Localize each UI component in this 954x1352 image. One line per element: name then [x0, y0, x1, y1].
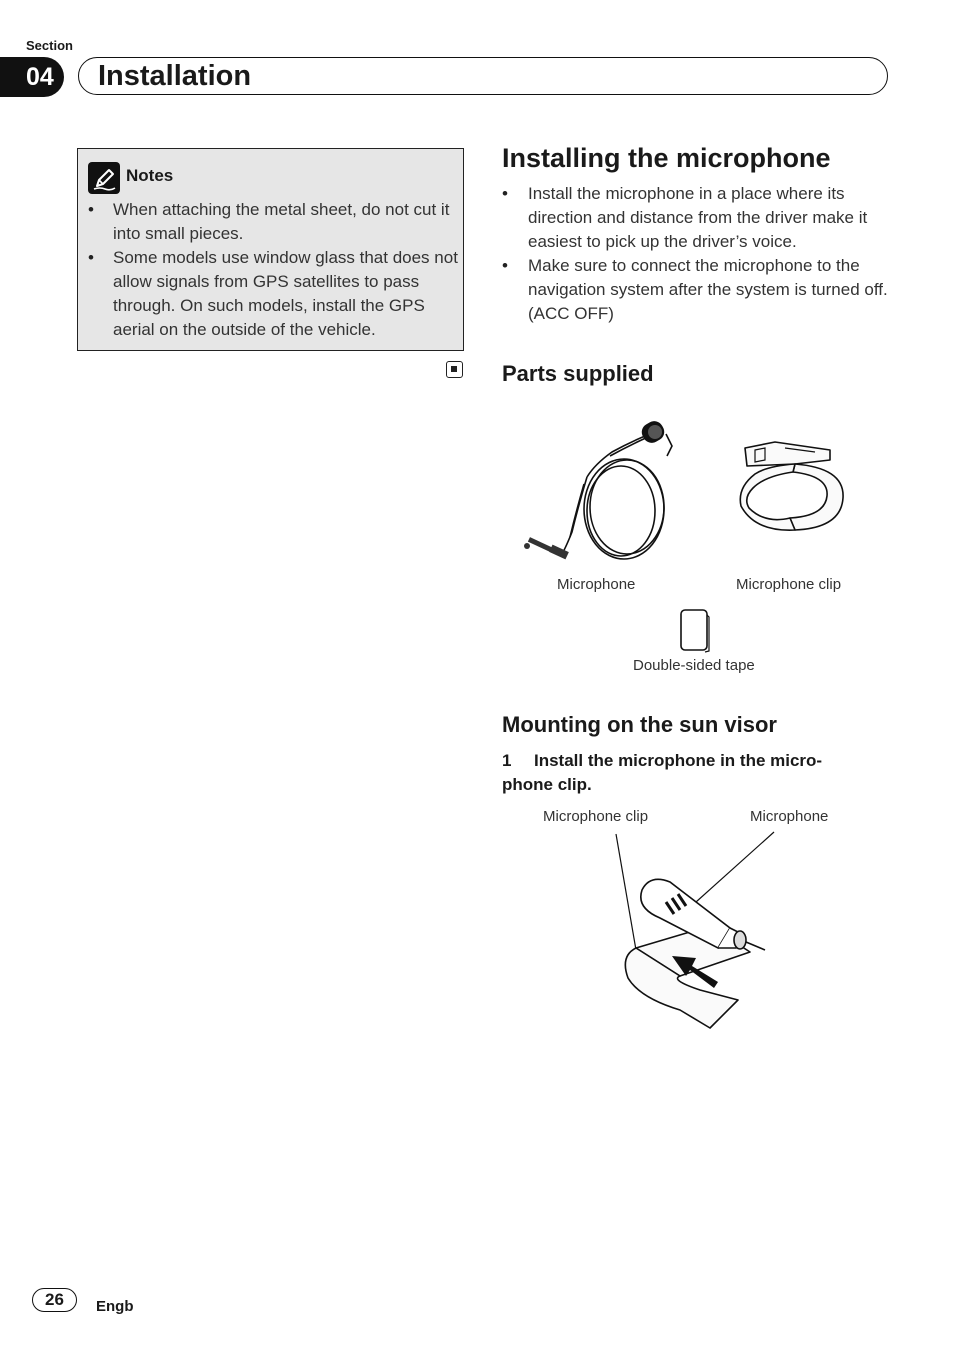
page-number: 26 [32, 1288, 77, 1312]
pencil-icon [88, 162, 120, 194]
section-title: Installation [98, 60, 252, 92]
mounting-heading: Mounting on the sun visor [502, 712, 777, 737]
microphone-illustration [520, 412, 685, 572]
label-microphone: Microphone [750, 808, 829, 825]
language-code: Engb [96, 1298, 134, 1315]
section-end-icon [446, 361, 463, 378]
caption-microphone: Microphone [557, 576, 636, 593]
step-1 [502, 749, 862, 797]
notes-list [88, 198, 458, 342]
step-text: Install the microphone in the micro-phone clip. [502, 751, 823, 794]
microphone-clip-illustration [735, 438, 850, 533]
instruction-list [502, 182, 902, 326]
parts-supplied-heading: Parts supplied [502, 361, 654, 386]
caption-double-sided-tape: Double-sided tape [633, 657, 755, 674]
list-item: • Make sure to connect the microphone to the navigation system after the system is turned off. (ACC OFF) [502, 254, 902, 326]
caption-microphone-clip: Microphone clip [736, 576, 842, 593]
section-label: Section [26, 38, 73, 53]
notes-title: Notes [126, 166, 174, 185]
page-title: Installing the microphone [502, 143, 831, 173]
step-number: 1 [502, 751, 512, 770]
section-number-badge: 04 [0, 57, 64, 97]
label-microphone-clip: Microphone clip [543, 808, 649, 825]
list-item: • Some models use window glass that does not allow signals from GPS satellites to pass through. On such models, install the GPS aerial on the outside of the vehicle. [88, 246, 458, 342]
double-sided-tape-illustration [678, 607, 712, 653]
list-item: • When attaching the metal sheet, do not cut it into small pieces. [88, 198, 458, 246]
list-item: • Install the microphone in a place where its direction and distance from the driver make it easiest to pick up the driver’s voice. [502, 182, 902, 254]
mounting-illustration [600, 830, 780, 1035]
